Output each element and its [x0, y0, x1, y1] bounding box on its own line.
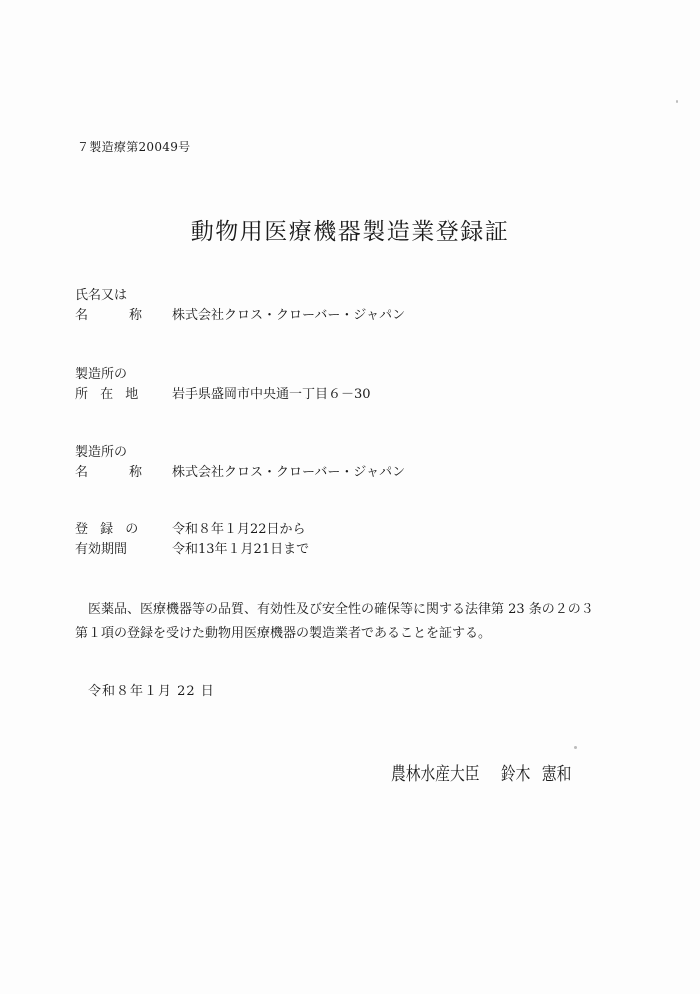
holder-label-line1: 氏名又は [75, 288, 128, 303]
site-address-label-line1: 製造所の [75, 367, 128, 382]
holder-label-line2: 名 称 [75, 308, 157, 323]
certificate-number: ７製造療第20049号 [77, 140, 191, 154]
document-title: 動物用医療機器製造業登録証 [190, 219, 510, 245]
validity-label-line1: 登 録 の [75, 522, 143, 537]
issue-date: 令和８年１月 22 日 [88, 684, 215, 699]
site-name-label-line2: 名 称 [75, 465, 157, 480]
issuer-given-name: 憲和 [541, 764, 572, 785]
site-address-value: 岩手県盛岡市中央通一丁目６－30 [172, 387, 371, 402]
issuer-family-name: 鈴木 [500, 764, 531, 785]
statement-line2: 第１項の登録を受けた動物用医療機器の製造業者であることを証する。 [75, 626, 492, 641]
validity-label-line2: 有効期間 [75, 542, 128, 557]
scan-speck [676, 100, 678, 103]
scan-speck [574, 746, 577, 749]
issuer-title: 農林水産大臣 [391, 764, 480, 785]
certification-statement [75, 598, 635, 646]
validity-from: 令和８年１月22日から [172, 522, 306, 537]
statement-line1: 医薬品、医療機器等の品質、有効性及び安全性の確保等に関する法律第 23 条の２の３ [88, 602, 594, 617]
validity-to: 令和13年１月21日まで [172, 542, 310, 557]
site-name-value: 株式会社クロス・クローバー・ジャパン [172, 465, 406, 480]
issuer-signature-block [391, 760, 571, 786]
site-name-label-line1: 製造所の [75, 445, 128, 460]
holder-value: 株式会社クロス・クローバー・ジャパン [172, 308, 406, 323]
site-address-label-line2: 所 在 地 [75, 387, 143, 402]
